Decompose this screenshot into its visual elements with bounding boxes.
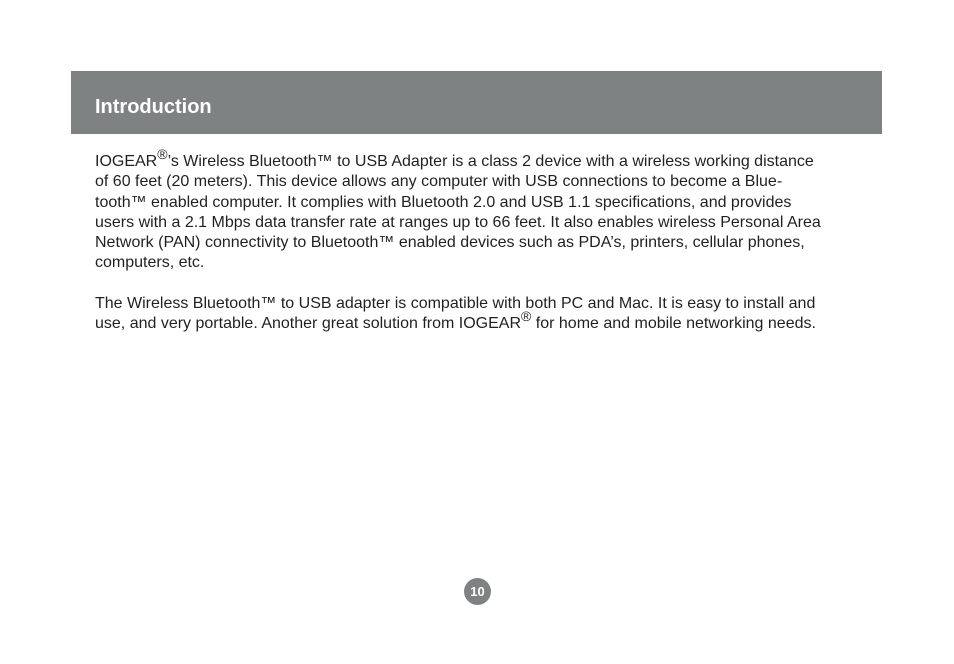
page-number-badge: 10 [464, 578, 491, 605]
paragraph-2-line-2-tail: for home and mobile networking needs. [531, 315, 816, 333]
section-title: Introduction [95, 96, 212, 118]
paragraph-1-line-4: users with a 2.1 Mbps data transfer rate at ranges up to 66 feet. It also enables wireless Personal Area [95, 213, 821, 231]
paragraph-2-line-1: The Wireless Bluetooth™ to USB adapter is compatible with both PC and Mac. It is easy to install and [95, 295, 816, 313]
paragraph-spacer [95, 274, 870, 294]
paragraph-1-line-2: of 60 feet (20 meters). This device allows any computer with USB connections to become a Blue- [95, 173, 783, 191]
paragraph-2-line-2-text: use, and very portable. Another great solution from IOGEAR [95, 315, 521, 333]
body-text [95, 145, 870, 335]
paragraph-1-line-1-text: ’s Wireless Bluetooth™ to USB Adapter is a class 2 device with a wireless working distance [167, 153, 814, 170]
paragraph-1-line-5: Network (PAN) connectivity to Bluetooth™ enabled devices such as PDA’s, printers, cellular phones, [95, 234, 805, 252]
paragraph-2-line-2 [95, 308, 870, 334]
registered-mark: ® [521, 308, 532, 325]
section-header-bar [71, 71, 882, 134]
brand-name: IOGEAR [95, 153, 158, 170]
registered-mark: ® [157, 145, 168, 162]
paragraph-1-line-3: tooth™ enabled computer. It complies with Bluetooth 2.0 and USB 1.1 specifications, and provides [95, 193, 792, 211]
paragraph-1-line-1 [95, 145, 870, 172]
paragraph-1-line-6: computers, etc. [95, 254, 205, 272]
